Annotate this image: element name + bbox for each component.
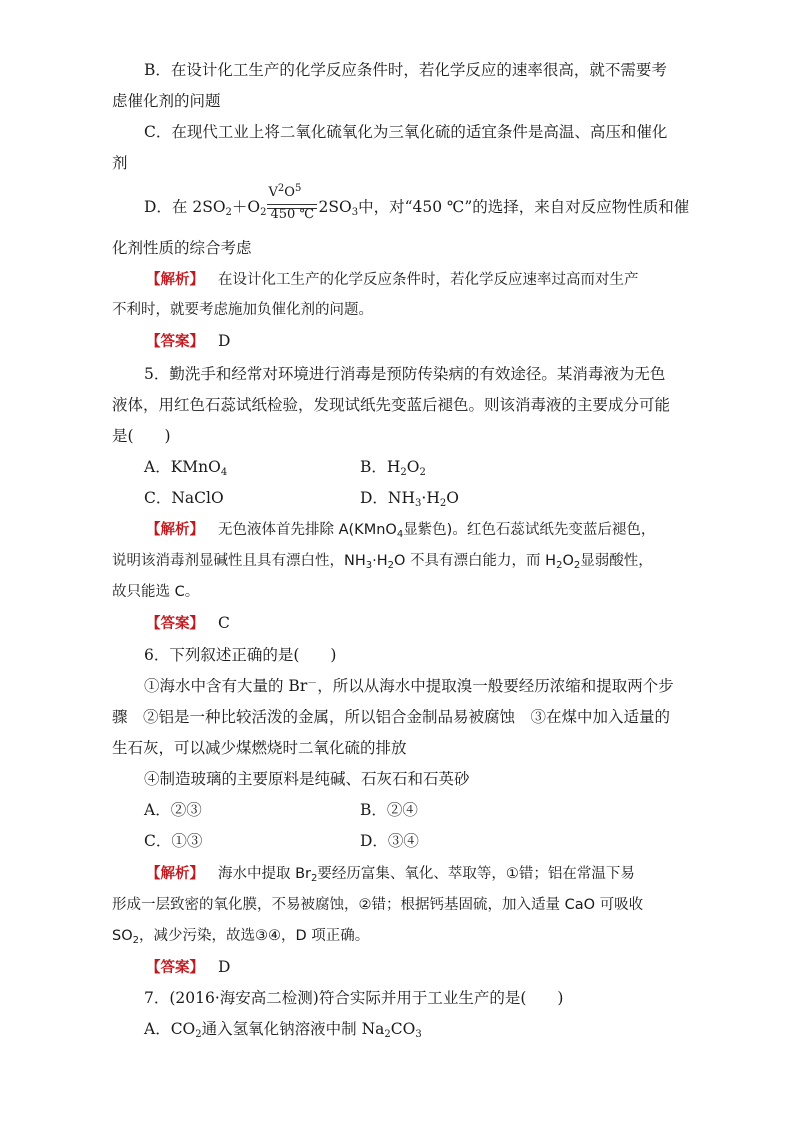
q5-options-row2 [144, 488, 459, 509]
q5-stem-line2: 液体，用红色石蕊试纸检验，发现试纸先变蓝后褪色。则该消毒液的主要成分可能 [112, 396, 671, 414]
q6-options-row2 [144, 831, 419, 851]
q5-analysis-line2: 说明该消毒剂显碱性且具有漂白性，$NH_3\cdot H_2O$ 不具有漂白能力，而 $H_2O_2$显弱酸性， [112, 553, 653, 571]
q6-options-row1 [144, 800, 418, 820]
q5-answer: 【答案】 C [146, 614, 230, 632]
q6-stem: 6．下列叙述正确的是( ) [144, 646, 337, 664]
q6-item-line3: 生石灰，可以减少煤燃烧时二氧化硫的排放 [112, 739, 407, 757]
q4-option-d-line2: 化剂性质的综合考虑 [112, 239, 252, 257]
q5-option-a: A．KMnO$_4$ [144, 458, 228, 478]
analysis-label: 【解析】 [146, 272, 204, 288]
q4-analysis-line1: 【解析】 在设计化工生产的化学反应条件时，若化学反应速率过高而对生产 [146, 272, 639, 288]
answer-label: 【答案】 [146, 616, 204, 632]
q6-analysis-line3: $SO_2$，减少污染，故选③④，D 项正确。 [112, 928, 370, 946]
q5-option-c: C．NaClO [144, 489, 224, 507]
analysis-label: 【解析】 [146, 522, 204, 538]
q6-analysis-line2: 形成一层致密的氧化膜，不易被腐蚀，②错；根据钙基固硫，加入适量 CaO 可吸收 [112, 897, 644, 913]
q6-option-c: C．①③ [144, 832, 203, 850]
temperature-label: 450 ℃ [270, 207, 315, 222]
q6-item-line1: ①海水中含有大量的 Br－，所以从海水中提取溴一般要经历浓缩和提取两个步 [144, 677, 674, 695]
q6-analysis-line1: 【解析】 海水中提取 $Br_2$要经历富集、氧化、萃取等，①错；铝在常温下易 [146, 866, 635, 884]
reaction-arrow [267, 183, 319, 222]
q5-option-b: B．$H_2O_2$ [360, 458, 426, 478]
q7-stem: 7．(2016·海安高二检测)符合实际并用于工业生产的是( ) [144, 989, 564, 1007]
q5-stem-line3: 是( ) [112, 427, 171, 445]
analysis-label: 【解析】 [146, 866, 204, 882]
q5-options-row1 [144, 457, 426, 478]
q6-option-d: D．③④ [360, 832, 419, 850]
q5-analysis-line1: 【解析】 无色液体首先排除 A(KMnO$_4$显紫色)。红色石蕊试纸先变蓝后褪色， [146, 522, 656, 540]
q4-option-b-line1: B．在设计化工生产的化学反应条件时，若化学反应的速率很高，就不需要考 [144, 61, 667, 79]
catalyst-label: $V^2O^5$ [268, 183, 302, 200]
q6-item-line4: ④制造玻璃的主要原料是纯碱、石灰石和石英砂 [144, 770, 470, 788]
q4-answer: 【答案】 D [146, 332, 231, 350]
q4-analysis-line2: 不利时，就要考虑施加负催化剂的问题。 [112, 302, 373, 318]
q6-answer: 【答案】 D [146, 958, 231, 976]
q6-option-b: B．②④ [360, 801, 418, 819]
q6-option-a: A．②③ [144, 801, 202, 819]
q6-item-line2: 骤 ②铝是一种比较活泼的金属，所以铝合金制品易被腐蚀 ③在煤中加入适量的 [112, 708, 671, 726]
answer-label: 【答案】 [146, 334, 204, 350]
q5-stem-line1: 5．勤洗手和经常对环境进行消毒是预防传染病的有效途径。某消毒液为无色 [144, 365, 666, 383]
q5-analysis-line3: 故只能选 C。 [112, 584, 200, 600]
q5-option-d: D．$NH_3\cdot H_2O$ [360, 489, 459, 509]
answer-label: 【答案】 [146, 960, 204, 976]
q4-option-c-line1: C．在现代工业上将二氧化硫氧化为三氧化硫的适宜条件是高温、高压和催化 [144, 123, 668, 141]
q4-option-c-line2: 剂 [112, 154, 128, 172]
q4-option-b-line2: 虑催化剂的问题 [112, 92, 221, 110]
q4-option-d-line1: D．在 $2SO_2+O_2$ $V^2O^5$ 450 ℃ $2SO_3$中，对“450 ℃”的选择，来自对反应物性质和催 [144, 197, 689, 217]
q7-option-a: A．$CO_2$通入氢氧化钠溶液中制 $Na_2CO_3$ [144, 1020, 422, 1040]
